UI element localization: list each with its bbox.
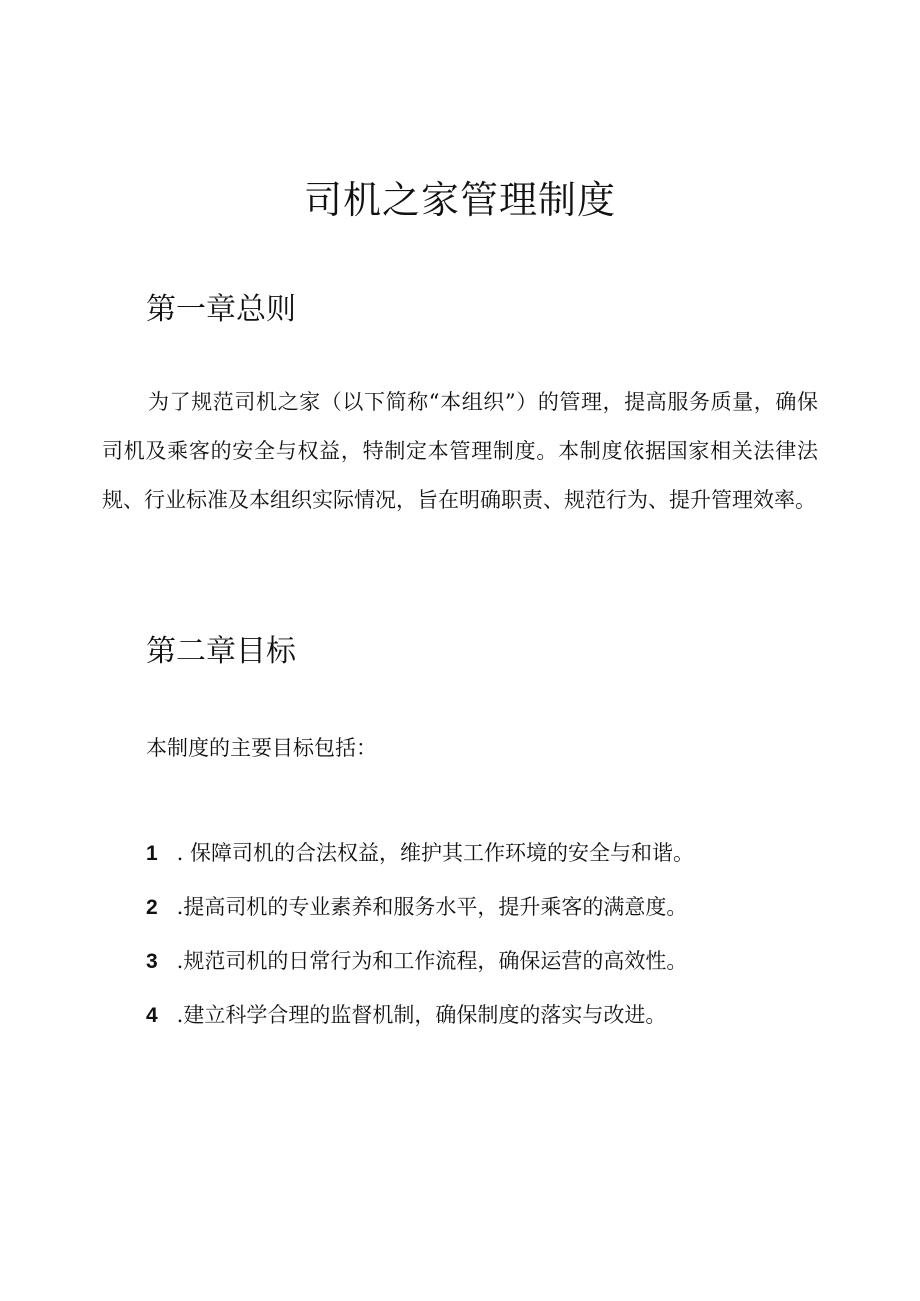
chapter-1-heading: 第一章总则	[146, 292, 296, 327]
chapter-2-intro: 本制度的主要目标包括：	[146, 736, 377, 760]
goal-item	[146, 826, 694, 880]
goal-item	[146, 880, 694, 934]
goal-text: . 保障司机的合法权益，维护其工作环境的安全与和谐。	[170, 841, 695, 865]
goal-item	[146, 934, 694, 988]
goal-number: 3	[146, 950, 158, 973]
goal-text: .规范司机的日常行为和工作流程，确保运营的高效性。	[170, 949, 688, 973]
chapter-1-paragraph: 为了规范司机之家（以下简称“本组织”）的管理，提高服务质量，确保司机及乘客的安全与权益，特制定本管理制度。本制度依据国家相关法律法规、行业标准及本组织实际情况，旨在明确职责、规范行为、提升管理效率。	[102, 390, 818, 512]
goal-number: 4	[146, 1004, 158, 1027]
goal-text: .提高司机的专业素养和服务水平，提升乘客的满意度。	[170, 895, 688, 919]
goal-number: 2	[146, 896, 158, 919]
goal-item	[146, 988, 694, 1042]
goal-list	[146, 826, 694, 1042]
chapter-2-heading: 第二章目标	[146, 634, 296, 669]
goal-number: 1	[146, 842, 158, 865]
document-title: 司机之家管理制度	[303, 178, 616, 222]
goal-text: .建立科学合理的监督机制，确保制度的落实与改进。	[170, 1003, 667, 1027]
